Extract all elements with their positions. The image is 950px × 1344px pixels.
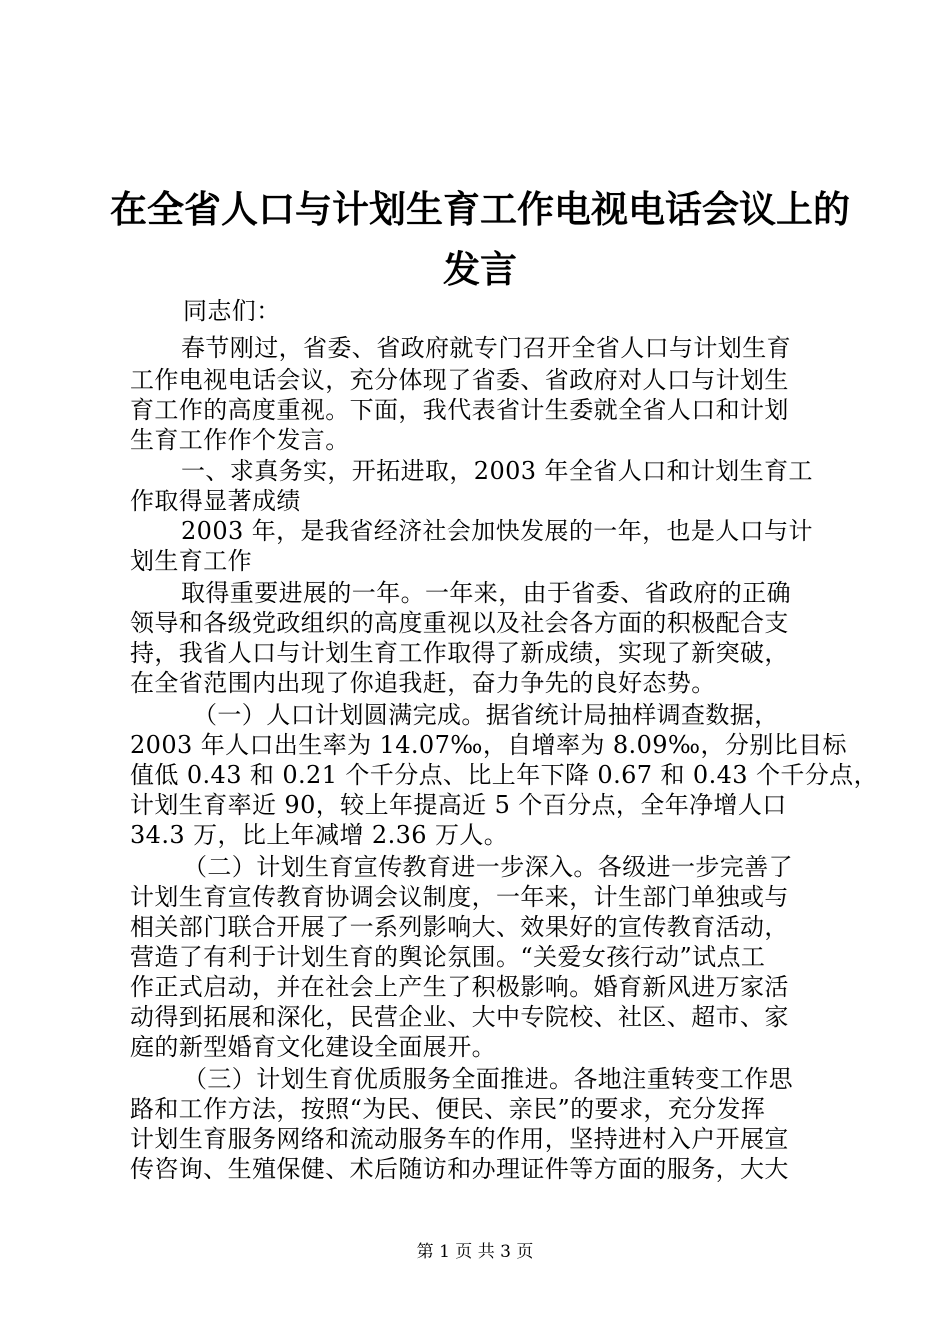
subsection-heading: （二）计划生育宣传教育进一步深入。各级进一步完善了 — [183, 853, 793, 881]
document-title-line-1: 在全省人口与计划生育工作电视电话会议上的 — [110, 188, 850, 231]
body-line: 相关部门联合开展了一系列影响大、效果好的宣传教育活动， — [130, 913, 789, 941]
body-line: 营造了有利于计划生育的舆论氛围。“关爱女孩行动”试点工 — [130, 943, 766, 971]
body-line: 34.3 万，比上年减增 2.36 万人。 — [130, 821, 509, 849]
body-line: 工作电视电话会议，充分体现了省委、省政府对人口与计划生 — [130, 366, 789, 394]
body-line: 持，我省人口与计划生育工作取得了新成绩，实现了新突破， — [130, 639, 789, 667]
body-line: 传咨询、生殖保健、术后随访和办理证件等方面的服务，大大 — [130, 1155, 789, 1183]
body-line: 领导和各级党政组织的高度重视以及社会各方面的积极配合支 — [130, 609, 789, 637]
body-line: 划生育工作 — [130, 547, 252, 575]
body-line: 在全省范围内出现了你追我赶，奋力争先的良好态势。 — [130, 669, 716, 697]
body-line: 路和工作方法，按照“为民、便民、亲民”的要求，充分发挥 — [130, 1095, 766, 1123]
body-line: 计划生育服务网络和流动服务车的作用，坚持进村入户开展宣 — [130, 1125, 789, 1153]
subsection-heading: （三）计划生育优质服务全面推进。各地注重转变工作思 — [183, 1065, 793, 1093]
body-line: 计划生育宣传教育协调会议制度，一年来，计生部门单独或与 — [130, 883, 789, 911]
section-heading: 作取得显著成绩 — [130, 487, 301, 515]
body-line: 动得到拓展和深化，民营企业、大中专院校、社区、超市、家 — [130, 1003, 789, 1031]
body-line: 值低 0.43 和 0.21 个千分点、比上年下降 0.67 和 0.43 个千分点， — [130, 761, 878, 789]
body-line: 2003 年人口出生率为 14.07‰，自增率为 8.09‰，分别比目标 — [130, 731, 847, 759]
body-line: 春节刚过，省委、省政府就专门召开全省人口与计划生育 — [181, 334, 791, 362]
body-line: 育工作的高度重视。下面，我代表省计生委就全省人口和计划 — [130, 396, 789, 424]
subsection-heading: （一）人口计划圆满完成。据省统计局抽样调查数据， — [193, 701, 779, 729]
body-line: 生育工作作个发言。 — [130, 426, 350, 454]
body-line: 2003 年，是我省经济社会加快发展的一年，也是人口与计 — [181, 517, 813, 545]
body-line: 取得重要进展的一年。一年来，由于省委、省政府的正确 — [181, 579, 791, 607]
body-line: 庭的新型婚育文化建设全面展开。 — [130, 1033, 496, 1061]
body-line: 计划生育率近 90，较上年提高近 5 个百分点，全年净增人口 — [130, 791, 787, 819]
page-footer: 第 1 页 共 3 页 — [416, 1242, 534, 1262]
section-heading: 一、求真务实，开拓进取，2003 年全省人口和计划生育工 — [181, 457, 813, 485]
document-title-line-2: 发言 — [443, 248, 517, 291]
salutation: 同志们： — [183, 297, 281, 325]
body-line: 作正式启动，并在社会上产生了积极影响。婚育新风进万家活 — [130, 973, 789, 1001]
